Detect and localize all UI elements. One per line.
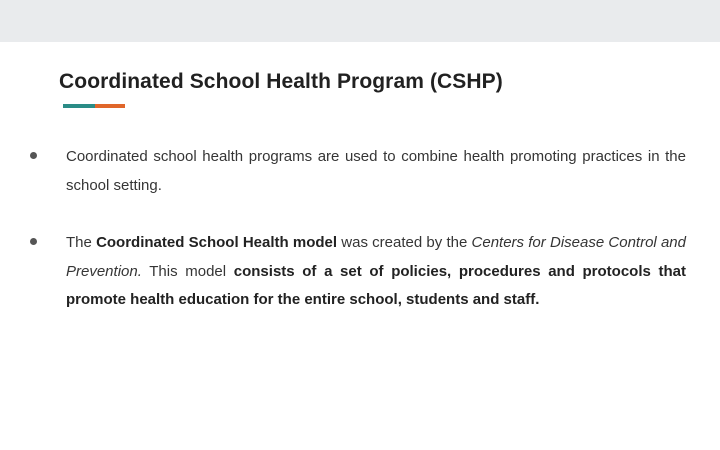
title-accent-teal [63,104,95,108]
bullet-text: Coordinated school health programs are used to combine health promoting practices in the school setting. [66,148,686,194]
title-accent-orange [95,104,125,108]
bullet-item [30,229,686,315]
top-band [0,0,720,42]
cdc-name-italic: Centers for Disease Control and Prevention. [66,234,686,280]
bullet-item [30,143,686,200]
slide-title: Coordinated School Health Program (CSHP) [59,70,503,93]
bullet-dot-icon [30,238,37,245]
bullet-text-segment: was created by the [337,234,472,251]
bullet-list [30,143,686,315]
model-description-bold: consists of a set of policies, procedures and protocols that promote health education for the entire school, students and staff. [66,262,686,308]
bullet-dot-icon [30,152,37,159]
bullet-text-segment: This model [141,262,234,280]
model-name-bold: Coordinated School Health model [96,234,338,251]
bullet-text-segment: The [66,234,97,251]
